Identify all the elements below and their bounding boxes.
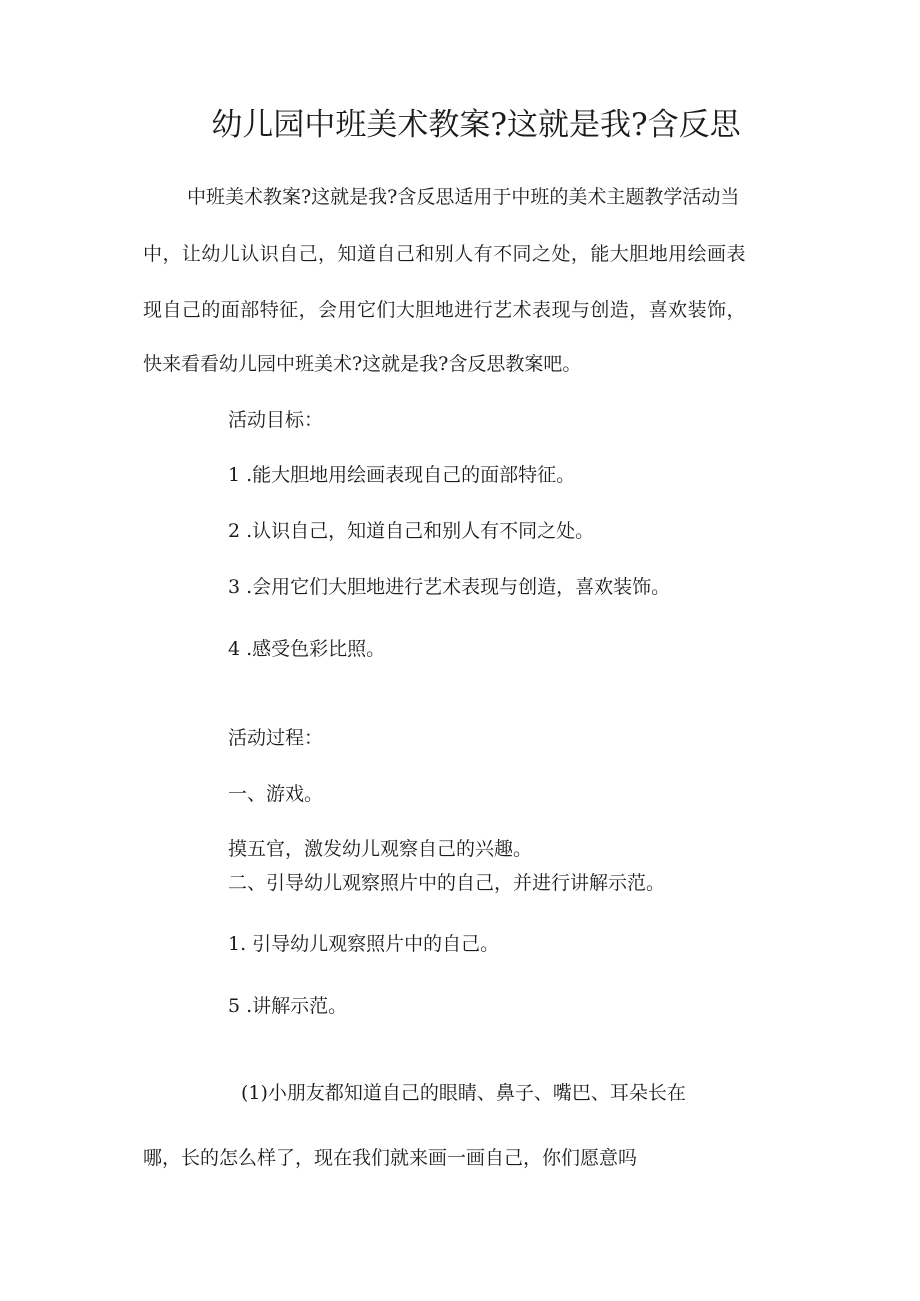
goal-item: 1 .能大胆地用绘画表现自己的面部特征。 bbox=[228, 464, 576, 486]
intro-line: 中，让幼儿认识自己，知道自己和别人有不同之处，能大胆地用绘画表 bbox=[143, 243, 746, 265]
body-paragraph-line: 哪，长的怎么样了，现在我们就来画一画自己，你们愿意吗 bbox=[143, 1147, 638, 1169]
step-subitem: 5 .讲解示范。 bbox=[228, 995, 348, 1017]
intro-line: 中班美术教案?这就是我?含反思适用于中班的美术主题教学活动当 bbox=[187, 186, 740, 208]
goal-item: 4 .感受色彩比照。 bbox=[228, 638, 386, 660]
body-paragraph-line: (1)小朋友都知道自己的眼睛、鼻子、嘴巴、耳朵长在 bbox=[241, 1082, 686, 1104]
page-title: 幼儿园中班美术教案?这就是我?含反思 bbox=[211, 107, 741, 143]
goals-heading: 活动目标： bbox=[228, 409, 324, 431]
step-title: 一、游戏。 bbox=[228, 783, 324, 805]
process-heading: 活动过程： bbox=[228, 727, 324, 749]
intro-line: 现自己的面部特征，会用它们大胆地进行艺术表现与创造，喜欢装饰， bbox=[143, 299, 746, 321]
goal-item: 2 .认识自己，知道自己和别人有不同之处。 bbox=[228, 520, 595, 542]
step-text: 摸五官，激发幼儿观察自己的兴趣。 bbox=[228, 838, 533, 860]
intro-line: 快来看看幼儿园中班美术?这就是我?含反思教案吧。 bbox=[143, 353, 582, 375]
step-subitem: 1. 引导幼儿观察照片中的自己。 bbox=[228, 933, 500, 955]
goal-item: 3 .会用它们大胆地进行艺术表现与创造，喜欢装饰。 bbox=[228, 576, 671, 598]
step-title: 二、引导幼儿观察照片中的自己，并进行讲解示范。 bbox=[228, 872, 666, 894]
